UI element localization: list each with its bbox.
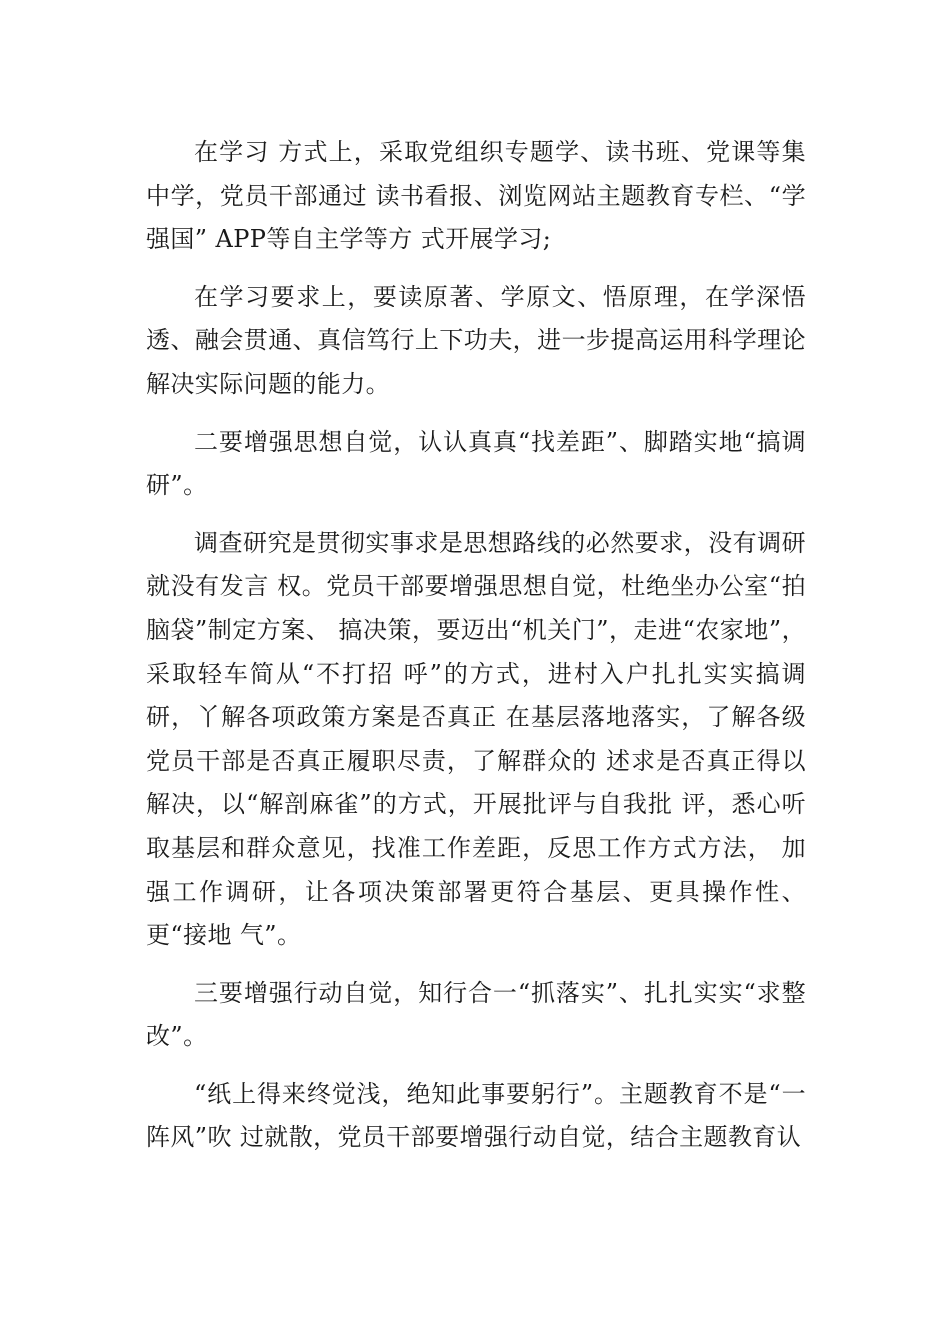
document-body [146, 131, 806, 1174]
paragraph-heading-action-awareness: 三要增强行动自觉，知行合一“抓落实”、扎扎实实“求整改”。 [146, 978, 806, 1051]
paragraph-study-requirements: 在学习要求上，要读原著、学原文、悟原理，在学深悟 透、融会贯通、真信笃行上下功夫，进一步提高运用科学理论解决实际问题的能力。 [146, 282, 806, 398]
paragraph-practice: “纸上得来终觉浅，绝知此事要躬行”。主题教育不是“一阵风”吹 过就散，党员干部要增强行动自觉，结合主题教育认 [146, 1079, 806, 1152]
paragraph-study-methods: 在学习 方式上，采取党组织专题学、读书班、党课等集中学，党员干部通过 读书看报、浏览网站主题教育专栏、“学强国” APP等自主学等方 式开展学习; [146, 138, 806, 254]
paragraph-investigation-research: 调查研究是贯彻实事求是思想路线的必然要求，没有调研就没有发言 权。党员干部要增强思想自觉，杜绝坐办公室“拍脑袋”制定方案、 搞决策，要迈出“机关门”，走进“农家地”，采取轻车简从“不打招 呼”的方式，进村入户扎扎实实搞调研，丫解各项政策方案是否真正 在基层落地落实，了解各级党员干部是否真正履职尽责，了解群众的 述求是否真正得以解决，以“解剖麻雀”的方式，开展批评与自我批 评，悉心听取基层和群众意见，找准工作差距，反思工作方式方法， 加强工作调研，让各项决策部署更符合基层、更具操作性、更“接地 气”。 [146, 528, 806, 950]
paragraph-heading-thought-awareness: 二要增强思想自觉，认认真真“找差距”、脚踏实地“搞调研”。 [146, 427, 806, 500]
